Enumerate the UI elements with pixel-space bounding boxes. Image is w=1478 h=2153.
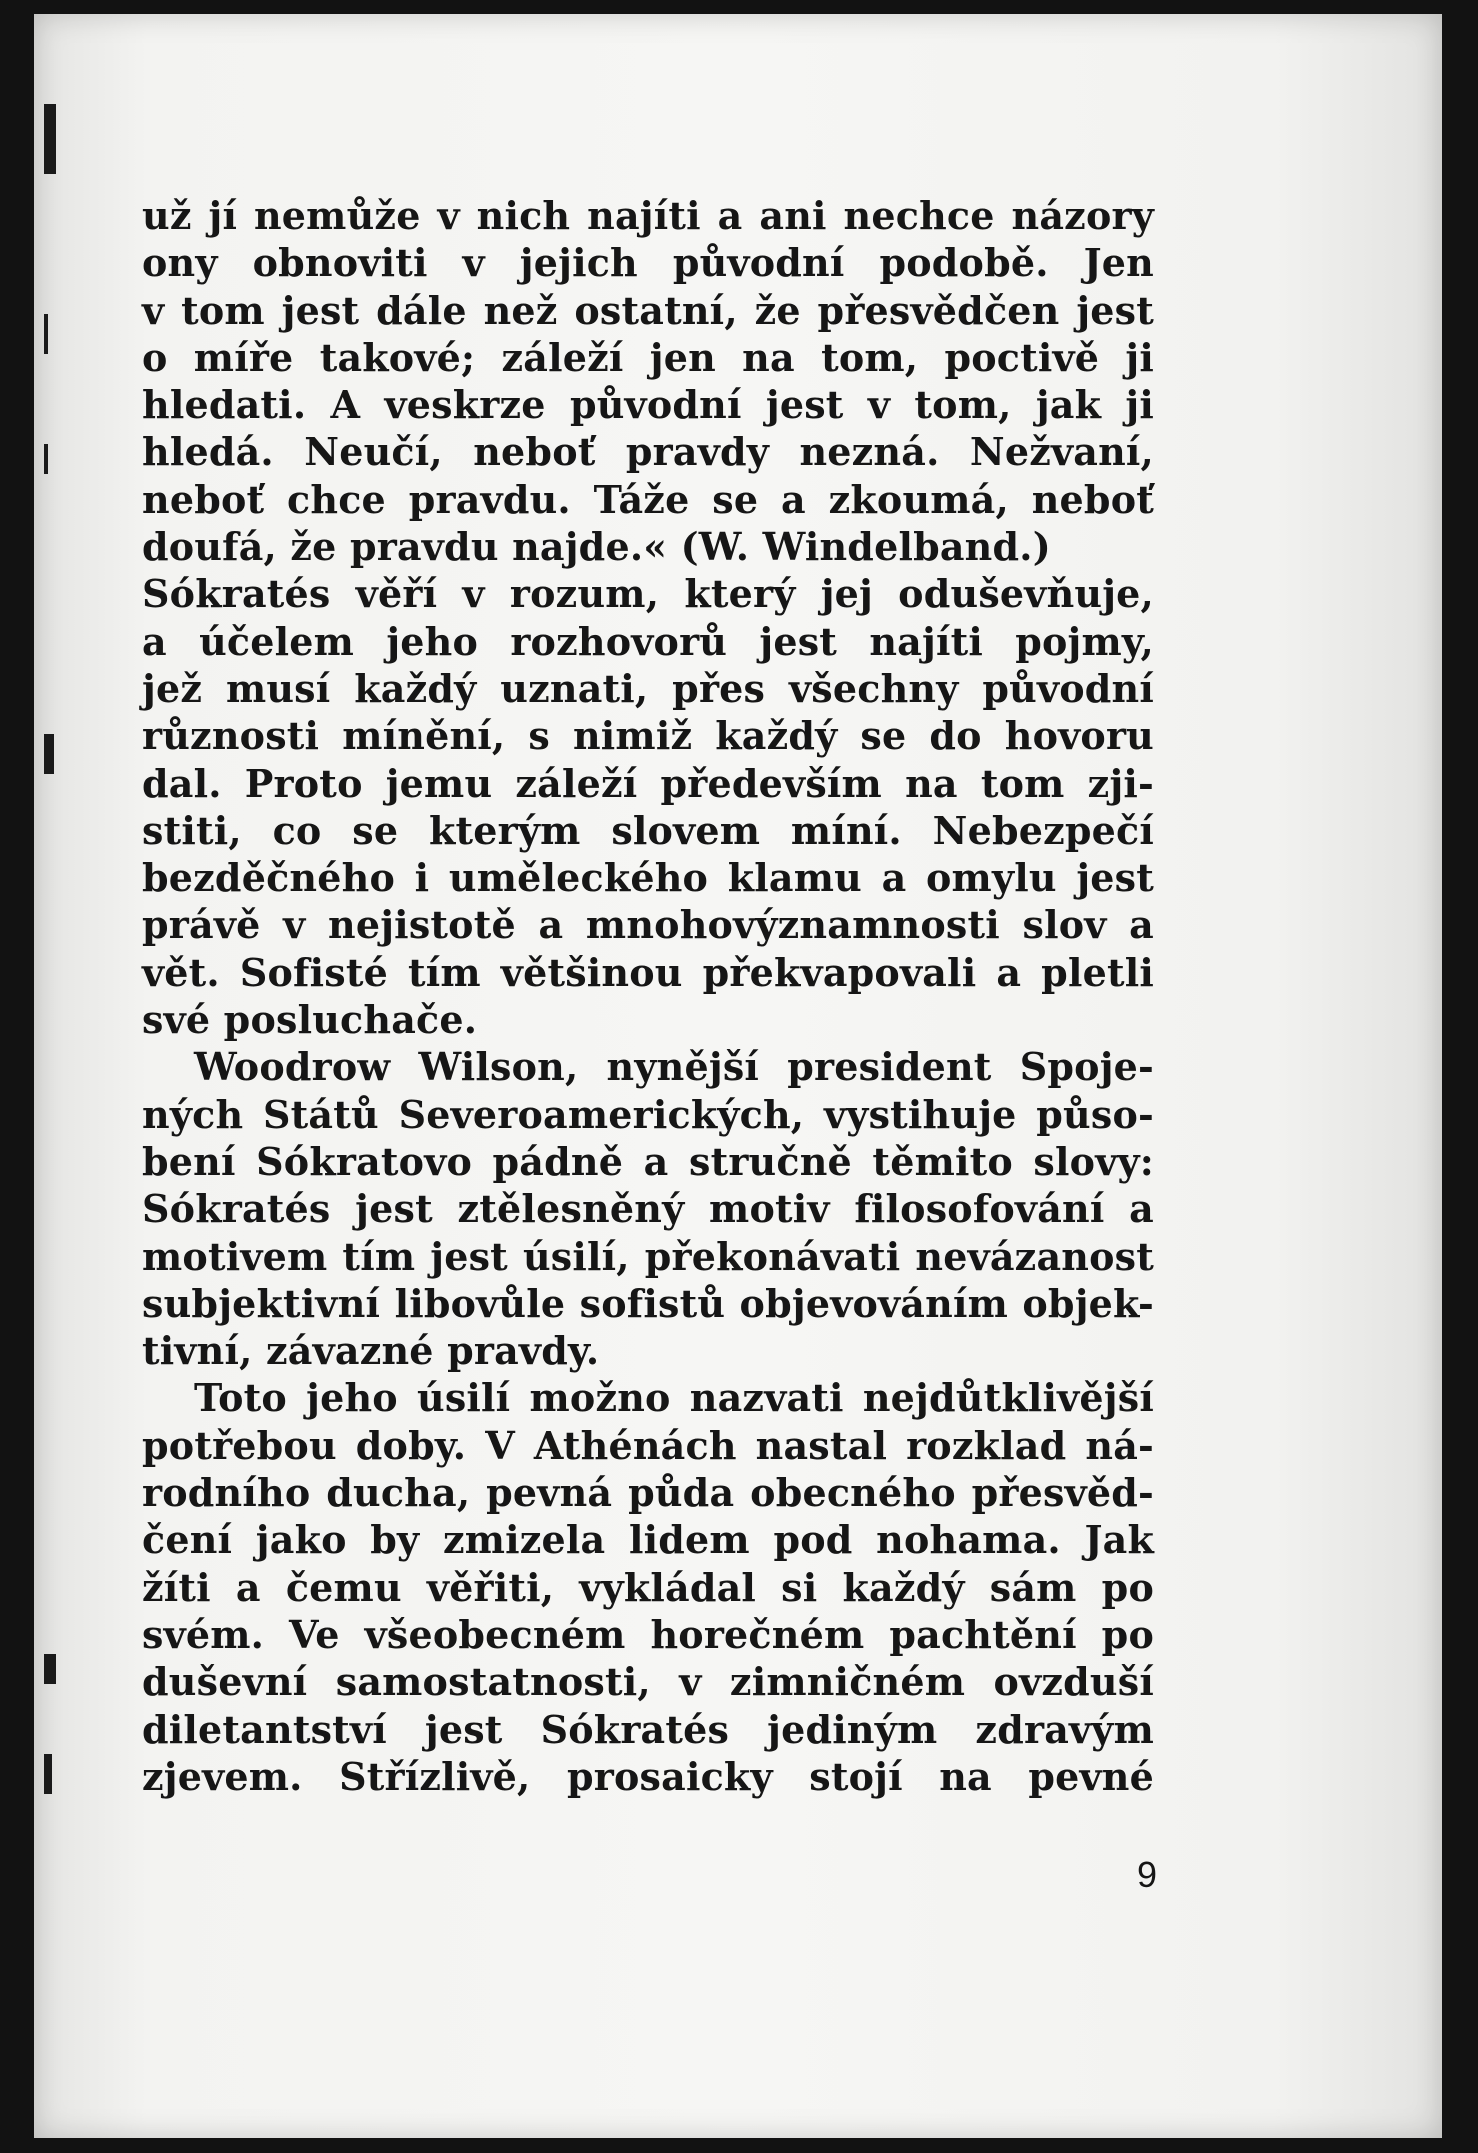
text-line: Sókratés věří v rozum, který jej oduševňuje, [142,571,1154,617]
book-page [34,14,1442,2138]
text-line: ony obnoviti v jejich původní podobě. Jen [142,240,1154,286]
text-line: bení Sókratovo pádně a stručně těmito slovy: [142,1138,1154,1184]
text-line: právě v nejistotě a mnohovýznamnosti slov a [142,902,1154,948]
text-line: Woodrow Wilson, nynější president Spoje- [194,1044,1154,1090]
text-line: ných Států Severoamerických, vystihuje půso- [142,1091,1154,1137]
text-line: rodního ducha, pevná půda obecného přesvěd- [142,1470,1154,1516]
text-line: potřebou doby. V Athénách nastal rozklad ná- [142,1422,1154,1468]
text-line: doufá, že pravdu najde.« (W. Windelband.) [142,524,1051,570]
text-line: diletantství jest Sókratés jediným zdravým [142,1706,1154,1752]
text-line: neboť chce pravdu. Táže se a zkoumá, neboť [142,476,1154,522]
text-line: bezděčného i uměleckého klamu a omylu jest [142,855,1154,901]
text-line: subjektivní libovůle sofistů objevováním objek- [142,1280,1154,1326]
text-line: tivní, závazné pravdy. [142,1328,600,1374]
text-line: vět. Sofisté tím většinou překvapovali a pletli [142,949,1154,995]
text-line: už jí nemůže v nich najíti a ani nechce názory [142,193,1154,238]
text-line: motivem tím jest úsilí, překonávati nevázanost [142,1233,1154,1279]
text-line: a účelem jeho rozhovorů jest najíti pojmy, [142,618,1154,664]
text-line: hledá. Neučí, neboť pravdy nezná. Nežvaní, [142,429,1154,475]
text-line: své posluchače. [142,997,478,1043]
text-line: Toto jeho úsilí možno nazvati nejdůtklivější [194,1375,1154,1421]
text-line: stiti, co se kterým slovem míní. Nebezpečí [142,807,1154,853]
text-line: jež musí každý uznati, přes všechny původní [142,665,1154,711]
text-line: v tom jest dále než ostatní, že přesvědčen jest [142,287,1154,333]
text-line: Sókratés jest ztělesněný motiv filosofování a [142,1186,1154,1232]
page-number: 9 [1136,1854,1157,1895]
text-line: zjevem. Střízlivě, prosaicky stojí na pevné [142,1753,1154,1799]
text-line: duševní samostatnosti, v zimničném ovzduší [142,1659,1154,1705]
text-line: žíti a čemu věřiti, vykládal si každý sám po [142,1564,1154,1610]
text-line: svém. Ve všeobecném horečném pachtění po [142,1611,1154,1657]
gutter-marks [44,14,84,2138]
text-line: dal. Proto jemu záleží především na tom zji- [142,760,1154,806]
text-line: o míře takové; záleží jen na tom, poctivě ji [142,334,1154,380]
text-line: hledati. A veskrze původní jest v tom, jak ji [142,382,1154,428]
text-line: čení jako by zmizela lidem pod nohama. Jak [142,1517,1154,1563]
body-text [142,192,1154,1800]
text-line: různosti mínění, s nimiž každý se do hovoru [142,713,1154,759]
